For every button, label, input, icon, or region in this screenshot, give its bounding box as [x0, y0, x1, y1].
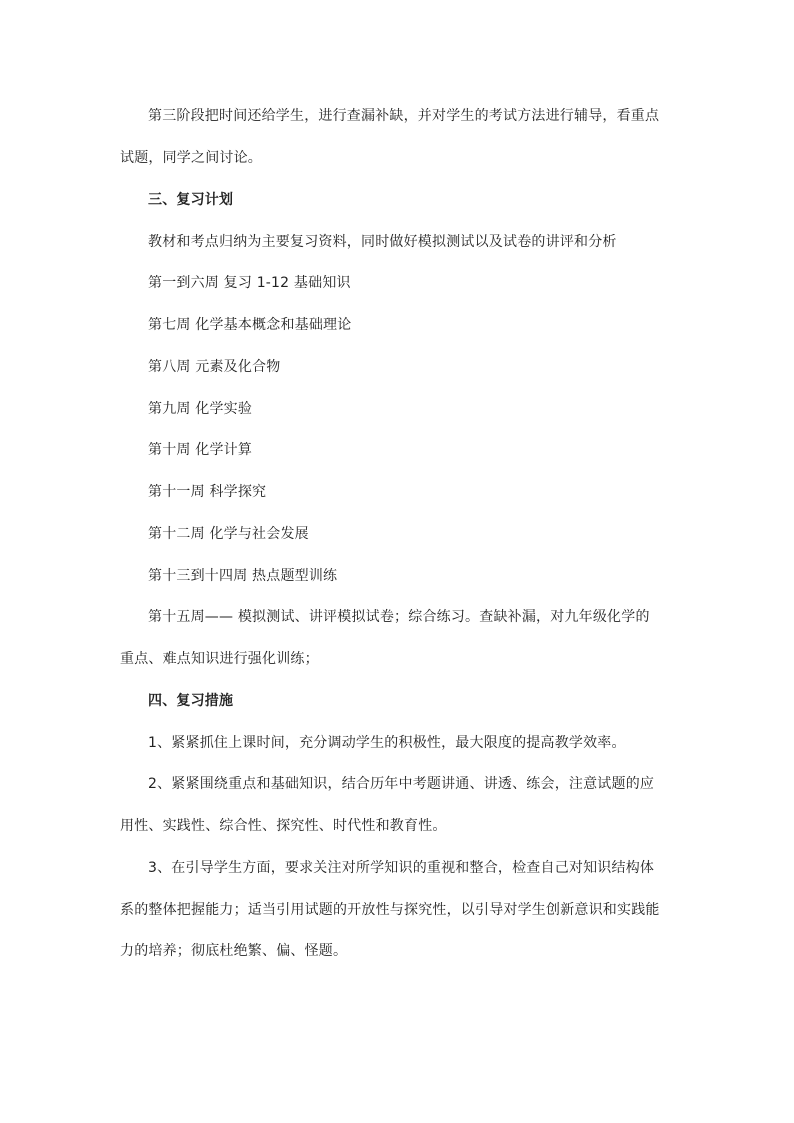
measure-2-line2: 用性、实践性、综合性、探究性、时代性和教育性。	[120, 818, 447, 834]
measure-2-line1: 2、紧紧围绕重点和基础知识，结合历年中考题讲通、讲透、练会，注意试题的应	[148, 776, 655, 792]
measure-3-line2: 系的整体把握能力；适当引用试题的开放性与探究性，以引导对学生创新意识和实践能	[120, 902, 660, 918]
plan-item-week10: 第十周 化学计算	[148, 442, 253, 458]
plan-item-week15-line2: 重点、难点知识进行强化训练；	[120, 651, 319, 667]
plan-item-week1-6: 第一到六周 复习 1-12 基础知识	[148, 275, 351, 291]
paragraph-stage3-line1: 第三阶段把时间还给学生，进行查漏补缺，并对学生的考试方法进行辅导，看重点	[148, 108, 660, 124]
plan-item-week9: 第九周 化学实验	[148, 401, 253, 417]
paragraph-stage3-line2: 试题，同学之间讨论。	[120, 150, 262, 166]
plan-item-week12: 第十二周 化学与社会发展	[148, 526, 309, 542]
plan-item-week7: 第七周 化学基本概念和基础理论	[148, 317, 352, 333]
measure-1: 1、紧紧抓住上课时间，充分调动学生的积极性，最大限度的提高教学效率。	[148, 735, 626, 751]
plan-item-week15-line1: 第十五周—— 模拟测试、讲评模拟试卷；综合练习。查缺补漏，对九年级化学的	[148, 609, 650, 625]
plan-item-week13-14: 第十三到十四周 热点题型训练	[148, 568, 338, 584]
section-heading-review-plan: 三、复习计划	[148, 192, 234, 208]
measure-3-line1: 3、在引导学生方面，要求关注对所学知识的重视和整合，检查自己对知识结构体	[148, 860, 655, 876]
plan-item-week11: 第十一周 科学探究	[148, 484, 267, 500]
section-heading-review-measures: 四、复习措施	[148, 693, 234, 709]
plan-intro: 教材和考点归纳为主要复习资料，同时做好模拟测试以及试卷的讲评和分析	[148, 234, 617, 250]
plan-item-week8: 第八周 元素及化合物	[148, 359, 281, 375]
measure-3-line3: 力的培养；彻底杜绝繁、偏、怪题。	[120, 943, 348, 959]
